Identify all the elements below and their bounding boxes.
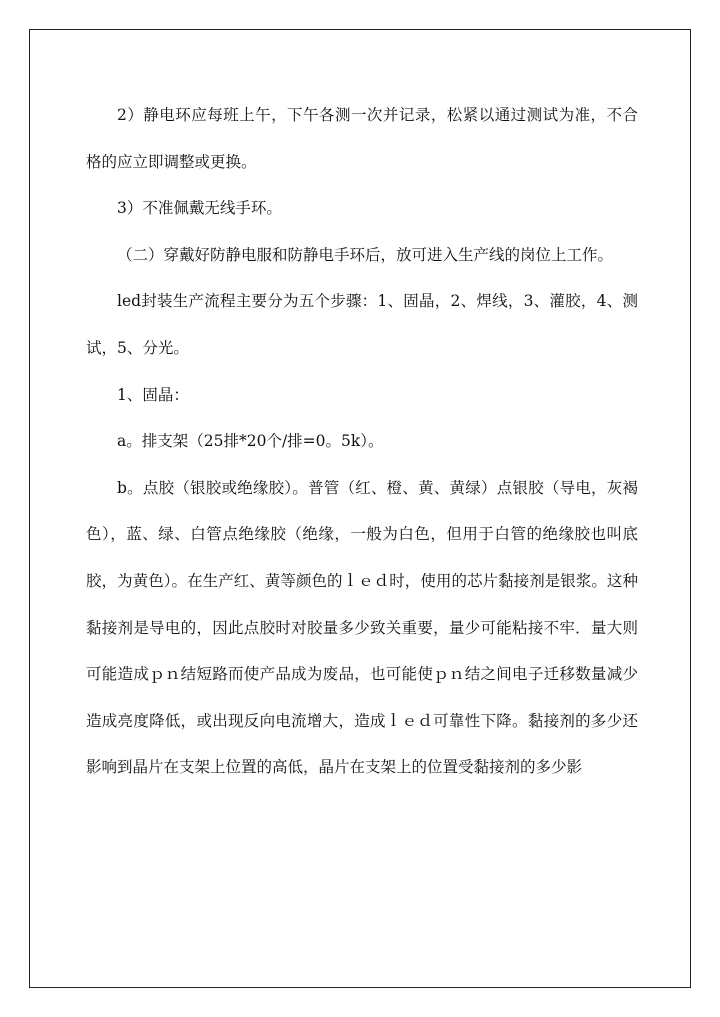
paragraph-step-b-dispensing: b。点胶（银胶或绝缘胶）。普管（红、橙、黄、黄绿）点银胶（导电，灰褐色），蓝、绿、白管点绝缘胶（绝缘，一般为白色，但用于白管的绝缘胶也叫底胶，为黄色）。在生产红、黄等颜色的ｌｅｄ时，使用的芯片黏接剂是银浆。这种黏接剂是导电的，因此点胶时对胶量多少致关重要，量少可能粘接不牢．量大则可能造成ｐｎ结短路而使产品成为废品，也可能使ｐｎ结之间电子迁移数量减少造成亮度降低，或出现反向电流增大，造成ｌｅｄ可靠性下降。黏接剂的多少还影响到晶片在支架上位置的高低，晶片在支架上的位置受黏接剂的多少影 <box>86 478 638 777</box>
document-body <box>86 92 638 791</box>
paragraph-step-die-bonding: 1、固晶： <box>117 385 189 404</box>
paragraph-step-a-bracket: a。排支架（25排*20个/排=0。5k）。 <box>117 432 384 451</box>
paragraph-esd-ring-test: 2）静电环应每班上午，下午各测一次并记录，松紧以通过测试为准，不合格的应立即调整或更换。 <box>86 106 638 171</box>
paragraph-wear-antistatic: （二）穿戴好防静电服和防静电手环后，放可进入生产线的岗位上工作。 <box>117 245 614 264</box>
paragraph-led-process-overview: led封装生产流程主要分为五个步骤：1、固晶，2、焊线，3、灌胶，4、测试，5、分光。 <box>86 292 638 357</box>
paragraph-no-wireless-band: 3）不准佩戴无线手环。 <box>117 199 282 218</box>
